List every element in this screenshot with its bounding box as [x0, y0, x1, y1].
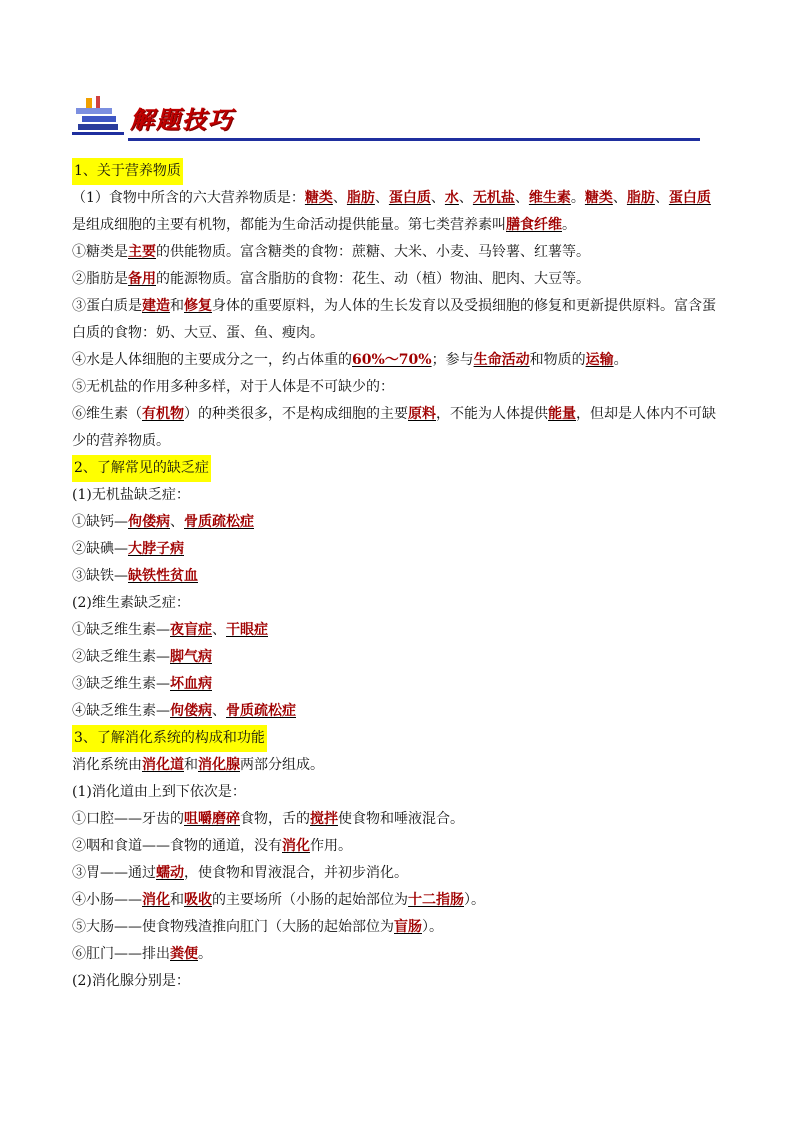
text-run: ②脂肪是: [72, 271, 128, 287]
text-line: [72, 509, 724, 536]
keyword: 糖类: [584, 190, 613, 206]
text-run: ①糖类是: [72, 244, 128, 260]
text-run: 、: [332, 190, 347, 206]
keyword: 咀嚼磨碎: [184, 811, 240, 827]
keyword: 盲肠: [394, 919, 422, 935]
section-header: [72, 94, 700, 146]
keyword: 骨质疏松症: [226, 703, 296, 719]
text-run: 两部分组成。: [240, 757, 324, 773]
text-line: [72, 779, 724, 806]
text-run: 1、关于营养物质: [74, 163, 181, 179]
keyword: 吸收: [184, 892, 212, 908]
text-run: 、: [458, 190, 473, 206]
text-run: ①口腔——牙齿的: [72, 811, 184, 827]
section-title: 解题技巧: [130, 105, 234, 134]
text-line: [72, 293, 724, 347]
text-line: [72, 374, 724, 401]
text-line: [72, 401, 724, 455]
text-run: ②咽和食道——食物的通道，没有: [72, 838, 282, 854]
text-line: [72, 347, 724, 374]
text-line: [72, 617, 724, 644]
text-run: 、: [430, 190, 445, 206]
keyword: 能量: [548, 406, 576, 422]
text-run: (1)消化道由上到下依次是：: [72, 784, 246, 800]
keyword: 脂肪: [626, 190, 655, 206]
keyword: 无机盐: [472, 190, 515, 206]
text-run: 和: [170, 298, 184, 314]
text-run: ）。: [422, 919, 443, 935]
text-line: [72, 968, 724, 995]
text-run: ③缺铁—: [72, 568, 128, 584]
highlighted-heading: [72, 158, 183, 185]
text-run: ，但却是人体内不可缺少的营养物质。: [72, 406, 716, 449]
text-run: ④小肠——: [72, 892, 142, 908]
keyword: 佝偻病: [128, 514, 170, 530]
keyword: 运输: [585, 352, 614, 368]
text-line: [72, 698, 724, 725]
keyword: 蛋白质: [388, 190, 431, 206]
keyword: 60%～70%: [352, 352, 432, 368]
text-line: [72, 266, 724, 293]
text-run: 和物质的: [529, 352, 586, 368]
keyword: 水: [444, 190, 459, 206]
keyword: 脂肪: [346, 190, 375, 206]
text-line: [72, 239, 724, 266]
text-run: 的主要场所（小肠的起始部位为: [212, 892, 408, 908]
text-run: 是组成细胞的主要有机物，都能为生命活动提供能量。第七类营养素叫: [72, 217, 506, 233]
keyword: 干眼症: [226, 622, 268, 638]
text-line: [72, 185, 724, 239]
text-run: 的能源物质。富含脂肪的食物：花生、动（植）物油、肥肉、大豆等。: [156, 271, 590, 287]
text-run: ，不能为人体提供: [436, 406, 548, 422]
section-heading: [72, 725, 724, 752]
keyword: 生命活动: [473, 352, 530, 368]
text-run: 、: [212, 622, 226, 638]
section-heading: [72, 455, 724, 482]
text-run: 作用。: [310, 838, 352, 854]
text-run: 、: [170, 514, 184, 530]
text-line: [72, 671, 724, 698]
keyword: 搅拌: [310, 811, 338, 827]
text-run: 、: [654, 190, 669, 206]
text-run: 。: [570, 190, 585, 206]
text-run: 、: [612, 190, 627, 206]
text-run: (2)维生素缺乏症：: [72, 595, 190, 611]
text-run: ②缺乏维生素—: [72, 649, 170, 665]
header-divider: [128, 138, 700, 141]
section-heading: [72, 158, 724, 185]
books-logo-icon: [72, 94, 124, 138]
keyword: 消化腺: [198, 757, 240, 773]
keyword: 夜盲症: [170, 622, 212, 638]
text-run: ⑤大肠——使食物残渣推向肛门（大肠的起始部位为: [72, 919, 394, 935]
text-run: 、: [374, 190, 389, 206]
text-run: 和: [184, 757, 198, 773]
text-run: 身体的重要原料，为人体的生长发育以及受损细胞的修复和更新提供原料。富含蛋白质的食物：奶、大豆、蛋、鱼、瘦肉。: [72, 298, 716, 341]
text-run: 使食物和唾液混合。: [338, 811, 464, 827]
keyword: 建造: [142, 298, 170, 314]
document-content: [72, 158, 724, 995]
highlighted-heading: [72, 455, 211, 482]
text-run: （1）食物中所含的六大营养物质是：: [72, 190, 305, 206]
keyword: 蛋白质: [668, 190, 711, 206]
text-run: ①缺乏维生素—: [72, 622, 170, 638]
keyword: 蠕动: [156, 865, 184, 881]
text-run: ③胃——通过: [72, 865, 156, 881]
text-line: [72, 536, 724, 563]
text-run: 、: [212, 703, 226, 719]
keyword: 消化道: [142, 757, 184, 773]
keyword: 脚气病: [170, 649, 212, 665]
text-run: 。: [613, 352, 628, 368]
text-run: ，使食物和胃液混合，并初步消化。: [184, 865, 408, 881]
text-run: ②缺碘—: [72, 541, 128, 557]
text-run: ④水是人体细胞的主要成分之一，约占体重的: [72, 352, 352, 368]
text-line: [72, 833, 724, 860]
text-line: [72, 644, 724, 671]
text-run: ③缺乏维生素—: [72, 676, 170, 692]
keyword: 修复: [184, 298, 212, 314]
text-line: [72, 563, 724, 590]
keyword: 粪便: [170, 946, 198, 962]
keyword: 骨质疏松症: [184, 514, 254, 530]
text-run: 。: [198, 946, 212, 962]
text-run: ⑥肛门——排出: [72, 946, 170, 962]
text-run: 。: [562, 217, 576, 233]
text-line: [72, 941, 724, 968]
highlighted-heading: [72, 725, 267, 752]
text-run: ；参与: [431, 352, 474, 368]
keyword: 坏血病: [170, 676, 212, 692]
keyword: 大脖子病: [128, 541, 184, 557]
text-run: ①缺钙—: [72, 514, 128, 530]
keyword: 消化: [142, 892, 170, 908]
keyword: 备用: [128, 271, 156, 287]
text-run: 和: [170, 892, 184, 908]
text-run: 食物，舌的: [240, 811, 310, 827]
text-run: 消化系统由: [72, 757, 142, 773]
text-run: 3、了解消化系统的构成和功能: [74, 730, 265, 746]
text-run: ⑥维生素（: [72, 406, 142, 422]
keyword: 有机物: [142, 406, 184, 422]
text-run: 、: [514, 190, 529, 206]
text-run: ④缺乏维生素—: [72, 703, 170, 719]
text-line: [72, 806, 724, 833]
keyword: 佝偻病: [170, 703, 212, 719]
keyword: 原料: [408, 406, 436, 422]
keyword: 主要: [128, 244, 156, 260]
text-run: 的供能物质。富含糖类的食物：蔗糖、大米、小麦、马铃薯、红薯等。: [156, 244, 590, 260]
text-line: [72, 914, 724, 941]
keyword: 缺铁性贫血: [128, 568, 198, 584]
text-run: ⑤无机盐的作用多种多样，对于人体是不可缺少的：: [72, 379, 394, 395]
text-line: [72, 482, 724, 509]
keyword: 糖类: [304, 190, 333, 206]
text-run: ③蛋白质是: [72, 298, 142, 314]
text-run: (1)无机盐缺乏症：: [72, 487, 190, 503]
text-run: ）。: [464, 892, 485, 908]
text-line: [72, 590, 724, 617]
keyword: 消化: [282, 838, 310, 854]
keyword: 十二指肠: [408, 892, 464, 908]
keyword: 维生素: [528, 190, 571, 206]
keyword: 膳食纤维: [506, 217, 562, 233]
text-run: (2)消化腺分别是：: [72, 973, 190, 989]
text-line: [72, 887, 724, 914]
text-run: 2、了解常见的缺乏症: [74, 460, 209, 476]
text-run: ）的种类很多，不是构成细胞的主要: [184, 406, 408, 422]
text-line: [72, 752, 724, 779]
text-line: [72, 860, 724, 887]
